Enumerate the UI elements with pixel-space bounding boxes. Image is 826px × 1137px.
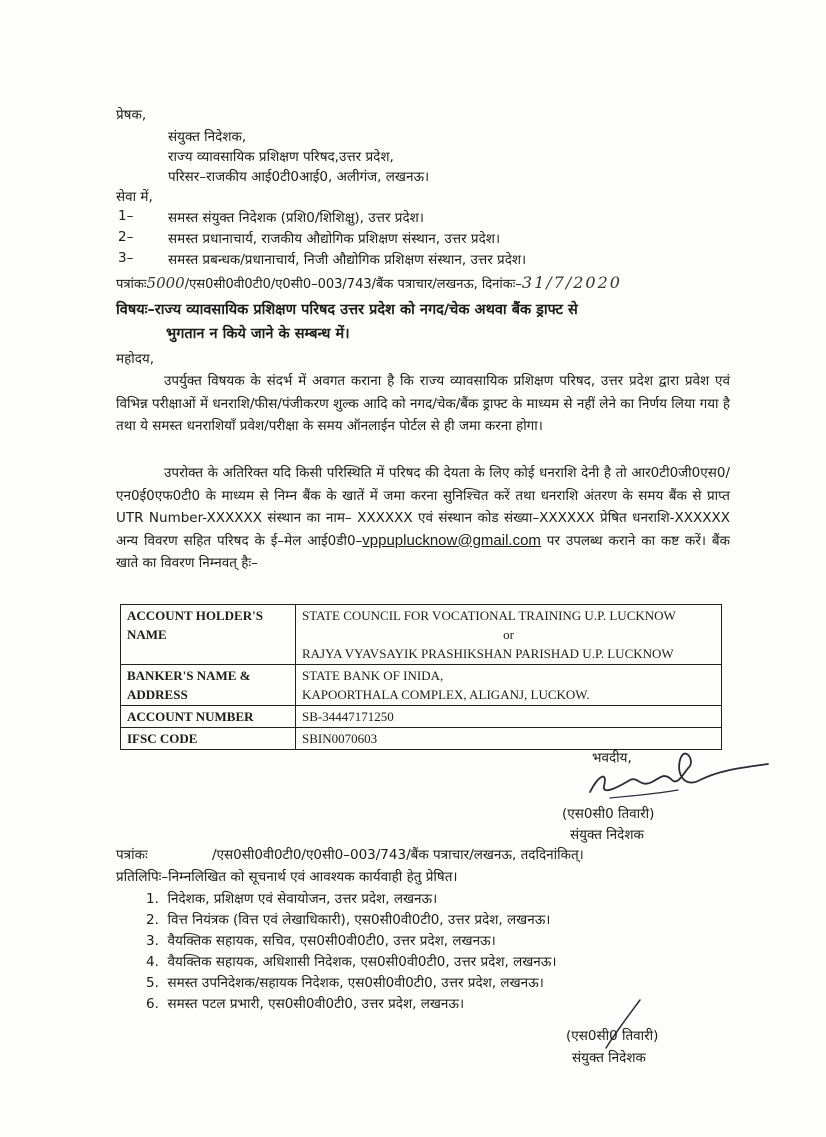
signatory-designation: संयुक्त निदेशक	[570, 827, 644, 843]
table-key: ACCOUNT NUMBER	[121, 706, 296, 728]
table-key: ACCOUNT HOLDER'S NAME	[121, 605, 296, 665]
table-row	[121, 665, 722, 706]
table-row	[121, 605, 722, 665]
body-paragraph-2-text: उपरोक्त के अतिरिक्त यदि किसी परिस्थिति में परिषद की देयता के लिए कोई धनराशि देनी है तो आर0टी0जी0एस0/एन0ई0एफ0टी0 के माध्यम से निम्न बैंक के खातें में जमा करना सुनिश्चित करें तथा धनराशि अंतरण के समय बैंक से प्राप्त UTR Number-XXXXXX संस्थान का नाम– XXXXXX एवं संस्थान कोड संख्या–XXXXXX प्रेषित धनराशि-XXXXXX अन्य विवरण सहित परिषद के ई–मेल आई0डी0–	[116, 465, 730, 549]
reference-prefix: पत्रांकः	[116, 277, 147, 292]
signatory-name: (एस0सी0 तिवारी)	[562, 806, 655, 822]
signature-image	[560, 736, 780, 806]
cc-number: 4.	[146, 954, 159, 970]
reference-line	[116, 274, 622, 294]
reference-body: /एस0सी0वी0टी0/ए0सी0–003/743/बैंक पत्राचार/लखनऊ, दिनांकः–	[184, 277, 522, 292]
cc-number: 1.	[146, 891, 159, 907]
table-row	[121, 706, 722, 728]
cc-reference-body: /एस0सी0वी0टी0/ए0सी0–003/743/बैंक पत्राचार/लखनऊ, तददिनांकित्।	[212, 847, 584, 863]
recipient-item: समस्त प्रबन्धक/प्रधानाचार्य, निजी औद्योगिक प्रशिक्षण संस्थान, उत्तर प्रदेश।	[168, 252, 527, 268]
table-value-line: or	[503, 627, 514, 642]
list-item	[146, 889, 437, 907]
body-paragraph-1	[116, 370, 730, 438]
cc-text: निदेशक, प्रशिक्षण एवं सेवायोजन, उत्तर प्रदेश, लखनऊ।	[167, 891, 438, 907]
cc-text: समस्त पटल प्रभारी, एस0सी0वी0टी0, उत्तर प्रदेश, लखनऊ।	[167, 996, 465, 1012]
body-paragraph-2-tail: पर उपलब्ध कराने का कष्ट करें। बैंक खाते का विवरण निम्नवत् हैः–	[116, 532, 730, 571]
table-value-line: KAPOORTHALA COMPLEX, ALIGANJ, LUCKOW.	[302, 687, 590, 702]
subject-line-2: भुगतान न किये जाने के सम्बन्ध में।	[166, 326, 350, 342]
cc-text: वैयक्तिक सहायक, अधिशासी निदेशक, एस0सी0वी0टी0, उत्तर प्रदेश, लखनऊ।	[167, 954, 557, 970]
body-paragraph-1-text: उपर्युक्त विषयक के संदर्भ में अवगत कराना है कि राज्य व्यावसायिक प्रशिक्षण परिषद, उत्तर प्रदेश द्वारा प्रवेश एवं विभिन्न परीक्षाओं में धनराशि/फीस/पंजीकरण शुल्क आदि को नगद/चेक/बैंक ड्राफ्ट के माध्यम से नहीं लेने का निर्णय लिया गया है तथा ये समस्त धनराशियाँ प्रवेश/परीक्षा के समय ऑनलाईन पोर्टल से ही जमा करना होगा।	[116, 373, 730, 434]
cc-number: 6.	[146, 996, 159, 1012]
cc-heading: प्रतिलिपिः–निम्नलिखित को सूचनार्थ एवं आवश्यक कार्यवाही हेतु प्रेषित।	[116, 869, 458, 885]
sender-address: परिसर–राजकीय आई0टी0आई0, अलीगंज, लखनऊ।	[168, 169, 430, 185]
list-item	[146, 994, 464, 1012]
table-value-line: STATE COUNCIL FOR VOCATIONAL TRAINING U.P. LUCKNOW	[302, 608, 676, 623]
table-value: SB-34447171250	[296, 706, 722, 728]
cc-number: 2.	[146, 912, 159, 928]
list-item	[146, 931, 496, 949]
cc-text: वित्त नियंत्रक (वित्त एवं लेखाधिकारी), एस0सी0वी0टी0, उत्तर प्रदेश, लखनऊ।	[167, 912, 551, 928]
bank-account-table	[120, 604, 722, 750]
cc-text: समस्त उपनिदेशक/सहायक निदेशक, एस0सी0वी0टी0, उत्तर प्रदेश, लखनऊ।	[167, 975, 544, 991]
list-item	[146, 973, 544, 991]
list-item	[146, 952, 556, 970]
sender-designation: संयुक्त निदेशक,	[168, 129, 247, 145]
subject-line-1: विषयः–राज्य व्यावसायिक प्रशिक्षण परिषद उत्तर प्रदेश को नगद/चेक अथवा बैंक ड्राफ्ट से	[116, 302, 578, 318]
table-key: IFSC CODE	[121, 728, 296, 750]
to-label: सेवा में,	[116, 189, 153, 205]
table-value-line: STATE BANK OF INIDA,	[302, 668, 444, 683]
salutation: महोदय,	[116, 351, 155, 367]
recipient-item: समस्त प्रधानाचार्य, राजकीय औद्योगिक प्रशिक्षण संस्थान, उत्तर प्रदेश।	[168, 231, 501, 247]
reference-number-handwritten: 5000	[146, 274, 185, 292]
cc-text: वैयक्तिक सहायक, सचिव, एस0सी0वी0टी0, उत्तर प्रदेश, लखनऊ।	[167, 933, 496, 949]
closing-text: भवदीय,	[592, 750, 632, 766]
body-paragraph-2	[116, 462, 730, 575]
table-value: SBIN0070603	[296, 728, 722, 750]
sender-label: प्रेषक,	[116, 107, 147, 123]
cc-signatory-designation: संयुक्त निदेशक	[572, 1050, 646, 1066]
table-value	[296, 665, 722, 706]
recipient-number: 1–	[118, 208, 134, 224]
reference-date-handwritten: 31/7/2020	[521, 273, 622, 292]
table-value-line: RAJYA VYAVSAYIK PRASHIKSHAN PARISHAD U.P. LUCKNOW	[302, 646, 674, 661]
recipient-number: 2–	[118, 229, 134, 245]
recipient-item: समस्त संयुक्त निदेशक (प्रशि0/शिशिक्षु), उत्तर प्रदेश।	[168, 210, 424, 226]
table-key: BANKER'S NAME & ADDRESS	[121, 665, 296, 706]
cc-reference-label: पत्रांकः	[116, 847, 148, 863]
recipient-number: 3–	[118, 250, 134, 266]
table-value	[296, 605, 722, 665]
cc-signatory-name: (एस0सी0 तिवारी)	[566, 1028, 659, 1044]
cc-number: 5.	[146, 975, 159, 991]
cc-number: 3.	[146, 933, 159, 949]
sender-org: राज्य व्यावसायिक प्रशिक्षण परिषद,उत्तर प्रदेश,	[168, 149, 394, 165]
list-item	[146, 910, 550, 928]
council-email-link[interactable]: vppuplucknow@gmail.com	[362, 531, 541, 549]
